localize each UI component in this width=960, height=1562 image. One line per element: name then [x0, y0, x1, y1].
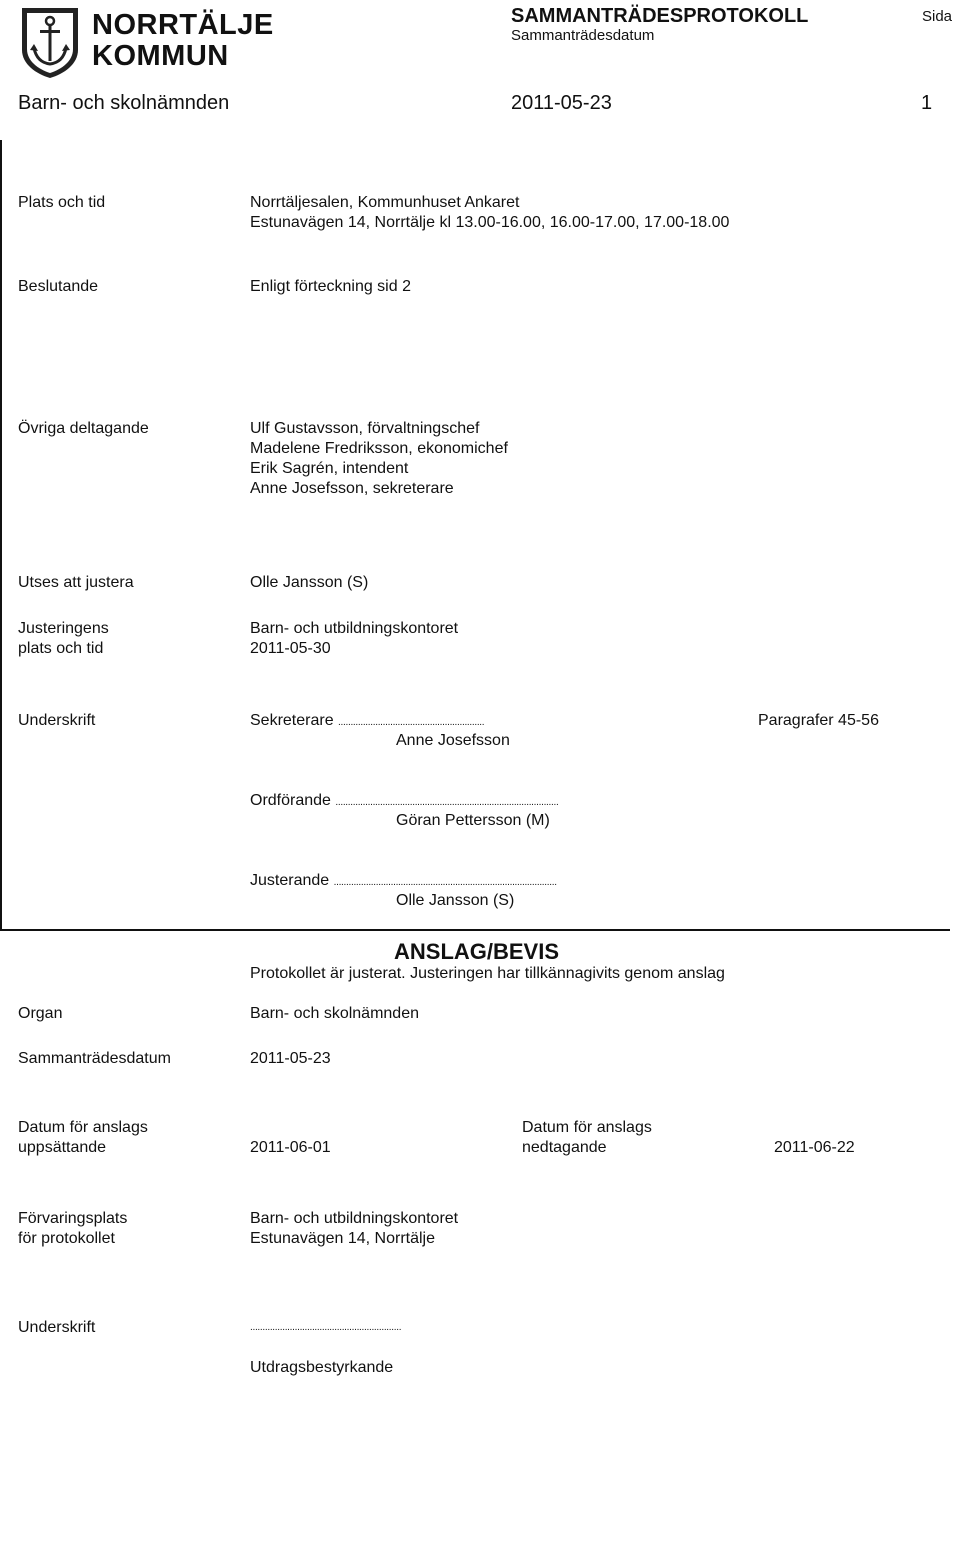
justerande-label: Justerande	[250, 872, 330, 889]
participant: Madelene Fredriksson, ekonomichef	[250, 440, 508, 457]
plats-value	[250, 193, 729, 233]
organ-value: Barn- och skolnämnden	[250, 1005, 419, 1022]
label-line: plats och tid	[18, 640, 104, 657]
underskrift-dots: .............................................................	[250, 1322, 402, 1333]
left-border-line	[0, 140, 2, 930]
ordforande-name: Göran Pettersson (M)	[396, 812, 550, 829]
utses-value: Olle Jansson (S)	[250, 574, 369, 591]
label-line: uppsättande	[18, 1139, 107, 1156]
value-line: Estunavägen 14, Norrtälje	[250, 1230, 435, 1247]
logo-line-2: KOMMUN	[92, 40, 229, 72]
forvaringsplats-value	[250, 1209, 458, 1249]
sekreterare-line	[250, 711, 484, 733]
underskrift-label: Underskrift	[18, 712, 96, 729]
logo-line-1: NORRTÄLJE	[92, 9, 274, 41]
anslag-heading: ANSLAG/BEVIS	[394, 939, 560, 964]
nedtagande-value: 2011-06-22	[774, 1139, 855, 1156]
ordforande-label: Ordförande	[250, 792, 331, 809]
justerande-line	[250, 871, 557, 893]
label-line: Justeringens	[18, 620, 109, 637]
signature-dots: ...........................................................	[338, 717, 485, 728]
label-line: för protokollet	[18, 1230, 115, 1247]
signature-dots: ..........................................................................................	[335, 797, 559, 808]
label-line: Förvaringsplats	[18, 1210, 128, 1227]
document-title: SAMMANTRÄDESPROTOKOLL	[511, 5, 809, 27]
sammantradesdatum-value: 2011-05-23	[250, 1050, 331, 1067]
municipal-logo	[18, 4, 274, 80]
signature-dots: ..........................................................................................	[333, 877, 557, 888]
sekreterare-name: Anne Josefsson	[396, 732, 510, 749]
ovriga-label: Övriga deltagande	[18, 420, 149, 437]
label-line: nedtagande	[522, 1139, 607, 1156]
justeringens-label	[18, 619, 109, 659]
ordforande-line	[250, 791, 558, 813]
forvaringsplats-label	[18, 1209, 127, 1249]
value-line: Barn- och utbildningskontoret	[250, 1210, 459, 1227]
nedtagande-label	[522, 1118, 652, 1158]
value-line: 2011-05-30	[250, 640, 331, 657]
justerande-name: Olle Jansson (S)	[396, 892, 515, 909]
participant: Anne Josefsson, sekreterare	[250, 480, 454, 497]
label-line: Datum för anslags	[18, 1119, 148, 1136]
page-label: Sida	[922, 8, 953, 25]
beslutande-label: Beslutande	[18, 278, 99, 295]
uppsattande-value: 2011-06-01	[250, 1139, 331, 1156]
section-divider	[0, 929, 950, 931]
plats-line: Norrtäljesalen, Kommunhuset Ankaret	[250, 194, 520, 211]
paragrafer: Paragrafer 45-56	[758, 712, 879, 729]
label-line: Datum för anslags	[522, 1119, 652, 1136]
beslutande-value: Enligt förteckning sid 2	[250, 278, 411, 295]
utses-label: Utses att justera	[18, 574, 134, 591]
page-number: 1	[921, 92, 933, 114]
anslag-intro: Protokollet är justerat. Justeringen har tillkännagivits genom anslag	[250, 965, 725, 982]
ovriga-list	[250, 419, 508, 499]
plats-label: Plats och tid	[18, 194, 106, 211]
uppsattande-label	[18, 1118, 148, 1158]
anchor-shield-icon	[18, 4, 82, 80]
value-line: Barn- och utbildningskontoret	[250, 620, 459, 637]
utdragsbestyrkande: Utdragsbestyrkande	[250, 1359, 394, 1376]
sekreterare-label: Sekreterare	[250, 712, 334, 729]
participant: Ulf Gustavsson, förvaltningschef	[250, 420, 480, 437]
sammantradesdatum-label: Sammanträdesdatum	[18, 1050, 171, 1067]
participant: Erik Sagrén, intendent	[250, 460, 409, 477]
meeting-date: 2011-05-23	[511, 92, 612, 114]
committee-name: Barn- och skolnämnden	[18, 92, 230, 114]
underskrift-label-2: Underskrift	[18, 1319, 96, 1336]
organ-label: Organ	[18, 1005, 63, 1022]
justeringens-value	[250, 619, 458, 659]
document-subtitle: Sammanträdesdatum	[511, 27, 655, 44]
plats-line: Estunavägen 14, Norrtälje kl 13.00-16.00, 16.00-17.00, 17.00-18.00	[250, 214, 730, 231]
